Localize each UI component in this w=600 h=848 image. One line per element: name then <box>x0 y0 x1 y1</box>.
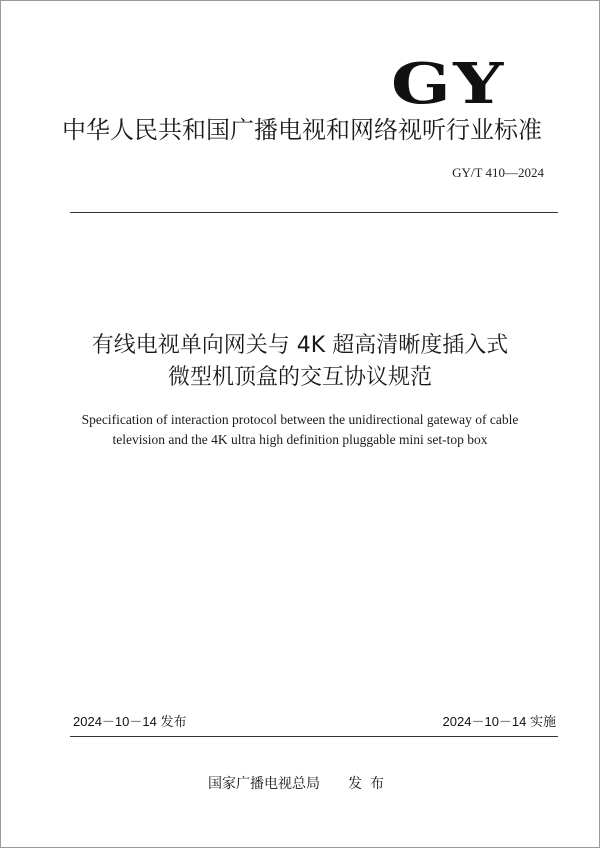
top-divider <box>70 212 558 213</box>
standard-number: GY/T 410—2024 <box>452 165 544 180</box>
issued-label: 发布 <box>348 776 392 792</box>
implementation-date: 2024－10－14 实施 <box>442 714 556 729</box>
chinese-title <box>0 330 600 394</box>
gy-logo: GY <box>391 51 506 117</box>
english-title-line-2: television and the 4K ultra high definition pluggable mini set-top box <box>112 432 488 447</box>
chinese-title-line-1: 有线电视单向网关与 4K 超高清晰度插入式 <box>91 333 509 358</box>
publisher-line <box>0 774 600 794</box>
english-title <box>0 410 600 450</box>
organization-title: 中华人民共和国广播电视和网络视听行业标准 <box>62 116 542 144</box>
chinese-title-line-2: 微型机顶盒的交互协议规范 <box>167 365 432 390</box>
english-title-line-1: Specification of interaction protocol between the unidirectional gateway of cable <box>81 412 519 427</box>
issue-date: 2024－10－14 发布 <box>73 714 187 729</box>
publisher-name: 国家广播电视总局 <box>208 776 320 792</box>
bottom-divider <box>70 736 558 737</box>
